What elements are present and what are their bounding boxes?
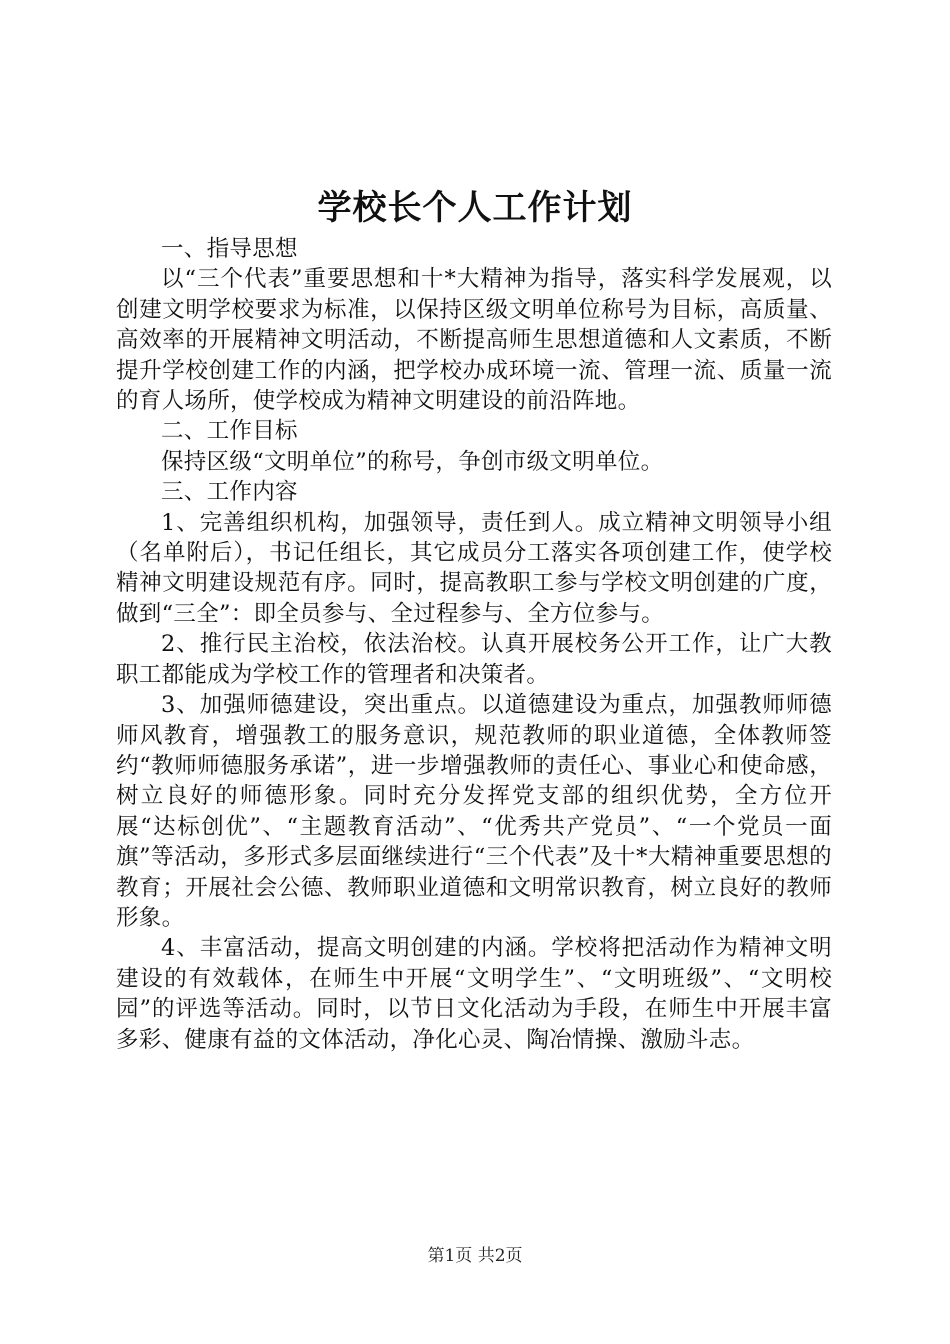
paragraph-item-2: 2、推行民主治校，依法治校。认真开展校务公开工作，让广大教职工都能成为学校工作的管理者和决策者。 xyxy=(116,631,832,688)
section-heading-work-content: 三、工作内容 xyxy=(161,479,298,506)
section-heading-guiding-ideology: 一、指导思想 xyxy=(161,236,298,262)
paragraph-guiding-ideology: 以“三个代表”重要思想和十*大精神为指导，落实科学发展观，以创建文明学校要求为标准，以保持区级文明单位称号为目标，高质量、高效率的开展精神文明活动，不断提高师生思想道德和人文素质，不断提升学校创建工作的内涵，把学校办成环境一流、管理一流、质量一流的育人场所，使学校成为精神文明建设的前沿阵地。 xyxy=(116,266,832,415)
document-body xyxy=(116,234,832,1055)
paragraph-item-3: 3、加强师德建设，突出重点。以道德建设为重点，加强教师师德师风教育，增强教工的服务意识，规范教师的职业道德，全体教师签约“教师师德服务承诺”，进一步增强教师的责任心、事业心和使命感，树立良好的师德形象。同时充分发挥党支部的组织优势，全方位开展“达标创优”、“主题教育活动”、“优秀共产党员”、“一个党员一面旗”等活动，多形式多层面继续进行“三个代表”及十*大精神重要思想的教育；开展社会公德、教师职业道德和文明常识教育，树立良好的教师形象。 xyxy=(116,692,832,931)
paragraph-item-4: 4、丰富活动，提高文明创建的内涵。学校将把活动作为精神文明建设的有效载体，在师生中开展“文明学生”、“文明班级”、“文明校园”的评选等活动。同时，以节日文化活动为手段，在师生中开展丰富多彩、健康有益的文体活动，净化心灵、陶冶情操、激励斗志。 xyxy=(116,935,832,1053)
page-number-footer: 第1页 共2页 xyxy=(427,1246,523,1266)
paragraph-work-goals: 保持区级“文明单位”的称号，争创市级文明单位。 xyxy=(161,448,664,475)
section-heading-work-goals: 二、工作目标 xyxy=(161,418,298,445)
paragraph-item-1: 1、完善组织机构，加强领导，责任到人。成立精神文明领导小组（名单附后），书记任组长，其它成员分工落实各项创建工作，使学校精神文明建设规范有序。同时，提高教职工参与学校文明创建的广度，做到“三全”：即全员参与、全过程参与、全方位参与。 xyxy=(116,509,832,627)
document-title: 学校长个人工作计划 xyxy=(317,188,633,228)
